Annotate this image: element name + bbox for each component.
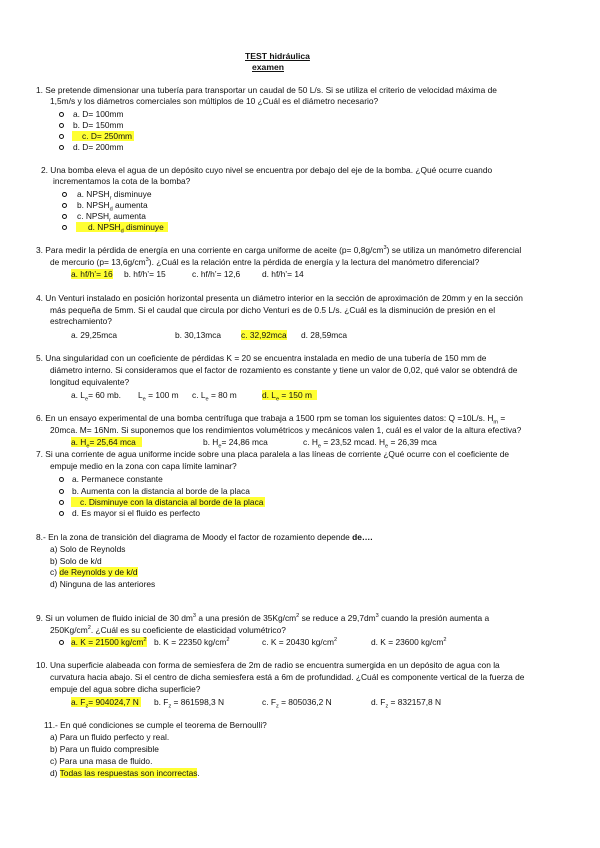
- option-2c-rest: aumenta: [111, 211, 146, 221]
- option-10d-text: d. F: [371, 697, 386, 707]
- question-3-line-2: [50, 257, 479, 267]
- question-2: 2. Una bomba eleva el agua de un depósito cuyo nivel se encuentra por debajo del eje de la bomba. ¿Qué ocurre cuando: [41, 165, 493, 175]
- bullet-icon: [59, 123, 64, 128]
- option-10c-rest: = 805036,2 N: [278, 697, 332, 707]
- option-2b-sub: d: [109, 206, 113, 213]
- option-6c-6d[interactable]: [303, 437, 437, 450]
- option-6c-text: c. H: [303, 437, 318, 447]
- option-11c[interactable]: c) Para una masa de fluido.: [50, 756, 153, 766]
- option-9d[interactable]: [371, 637, 447, 647]
- option-9d-sup: 2: [443, 637, 447, 644]
- option-1c-highlighted[interactable]: c. D= 250mm: [72, 131, 134, 141]
- option-2d-text: d. NPSH: [88, 222, 121, 232]
- question-3-text-a: 3. Para medir la pérdida de energía en una corriente en carga uniforme de aceite (p= 0,8g/cm: [36, 245, 384, 255]
- question-6: [36, 413, 506, 426]
- bullet-icon: [59, 511, 64, 516]
- option-2a[interactable]: [77, 189, 152, 202]
- option-2c-sub: r: [109, 217, 111, 224]
- option-2d-rest: disminuye: [123, 222, 164, 232]
- question-9-sup-2: 2: [296, 613, 300, 620]
- option-6b-rest: = 24,86 mca: [221, 437, 268, 447]
- option-5c-sub: e: [205, 396, 209, 403]
- option-6a-highlighted[interactable]: [71, 437, 142, 450]
- option-11d-highlighted: Todas las respuestas son incorrectas: [59, 768, 198, 778]
- question-10: 10. Una superficie alabeada con forma de semiesfera de 2m de radio se encuentra sumergida en un depósito de agua con la: [36, 660, 500, 670]
- option-5b-rest: = 100 m: [145, 390, 179, 400]
- option-10c-text: c. F: [262, 697, 276, 707]
- question-3-sup: 3: [383, 245, 387, 252]
- question-7-line-2: empuje medio en la zona con capa límite laminar?: [50, 461, 237, 471]
- option-6b-sub: e: [218, 443, 222, 450]
- option-2b-rest: aumenta: [112, 200, 148, 210]
- option-6a-sub: e: [86, 443, 90, 450]
- bullet-icon: [59, 489, 64, 494]
- question-7: 7. Si una corriente de agua uniforme incide sobre una placa paralela a las líneas de corriente ¿Qué ocurre con el coeficiente de: [36, 449, 510, 459]
- question-3-l2-sup: 3: [145, 257, 149, 264]
- option-2c-text: c. NPSH: [77, 211, 110, 221]
- option-9c[interactable]: [262, 637, 337, 647]
- question-9-l2-text-a: 250Kg/cm: [50, 625, 88, 635]
- bullet-icon: [62, 203, 67, 208]
- option-9c-sup: 2: [333, 637, 338, 644]
- option-5c-rest: = 80 m: [208, 390, 237, 400]
- option-5d-sub: e: [275, 396, 280, 403]
- question-8-text-bold: de….: [352, 532, 373, 542]
- question-4: 4. Un Venturi instalado en posición horizontal presenta un diámetro interior en la sección de aproximación de 20mm y en la sección: [36, 293, 523, 303]
- question-9-text-c: se reduce a 29,7dm: [299, 613, 376, 623]
- option-9c-text: c. K = 20430 kg/cm: [262, 637, 334, 647]
- option-5c-text: c. L: [192, 390, 206, 400]
- question-1-line-2: 1,5m/s y los diámetros comerciales son múltiplos de 10 ¿Cuál es el diámetro necesario?: [50, 96, 379, 106]
- option-6a-rest: = 25,64 mca: [89, 437, 136, 447]
- option-5a[interactable]: [71, 390, 121, 403]
- option-8a[interactable]: a) Solo de Reynolds: [50, 544, 126, 554]
- option-5a-rest: = 60 mb.: [88, 390, 121, 400]
- option-2a-rest: disminuye: [111, 189, 152, 199]
- option-2b-text: b. NPSH: [77, 200, 110, 210]
- option-7d[interactable]: d. Es mayor si el fluido es perfecto: [72, 508, 201, 518]
- option-4a[interactable]: a. 29,25mca: [71, 330, 118, 340]
- question-10-line-2: curvatura hacia abajo. Si el centro de dicha semiesfera está a 6m de profundidad. ¿Cuál es componente vertical de la fuerza de: [50, 672, 525, 682]
- option-11a[interactable]: a) Para un fluido perfecto y real.: [50, 732, 170, 742]
- bullet-icon: [59, 112, 64, 117]
- bullet-icon: [59, 145, 64, 150]
- option-4c-highlighted[interactable]: c. 32,92mca: [241, 330, 287, 340]
- option-7a[interactable]: a. Permanece constante: [72, 474, 163, 484]
- option-2b[interactable]: [77, 200, 148, 213]
- option-10a-text: a. F: [71, 697, 86, 707]
- bullet-icon: [62, 225, 67, 230]
- option-9b-text: b. K = 22350 kg/cm: [154, 637, 227, 647]
- question-6-text-a: 6. En un ensayo experimental de una bomba centrífuga que trabaja a 1500 rpm se toman los siguientes datos: Q =10L/s. H: [36, 413, 494, 423]
- bullet-icon: [59, 500, 64, 505]
- question-9-text-b: a una presión de 35Kg/cm: [196, 613, 297, 623]
- question-9-text-d: cuando la presión aumenta a: [378, 613, 490, 623]
- option-10a-rest: = 904024,7 N: [88, 697, 139, 707]
- option-5d-highlighted[interactable]: [262, 390, 317, 403]
- option-5d-rest: = 150 m: [279, 390, 312, 400]
- option-10d-rest: = 832157,8 N: [388, 697, 442, 707]
- option-10a-highlighted[interactable]: [71, 697, 141, 710]
- option-1d[interactable]: d. D= 200mm: [73, 142, 124, 152]
- option-1b[interactable]: b. D= 150mm: [73, 120, 124, 130]
- question-6-line-2: 20mca. M= 16Nm. Si suponemos que los rendimientos volumétricos y mecánicos valen 1, cuál es el valor de la altura efectiva?: [50, 425, 522, 435]
- question-5-line-3: longitud equivalente?: [50, 377, 130, 387]
- page-title: TEST hidráulica: [245, 51, 310, 61]
- option-3a-highlighted[interactable]: a. hf/h’= 16: [71, 269, 113, 279]
- option-10b-sub: z: [168, 703, 172, 710]
- option-9d-text: d. K = 23600 kg/cm: [371, 637, 444, 647]
- question-9: [36, 613, 489, 623]
- option-10d[interactable]: [371, 697, 442, 710]
- option-2d-highlighted[interactable]: [76, 222, 168, 235]
- question-9-sup-1: 3: [192, 613, 197, 620]
- option-2a-sub: r: [109, 195, 112, 202]
- option-5b-sub: e: [142, 396, 146, 403]
- option-6b-text: b. H: [203, 437, 219, 447]
- bullet-icon: [59, 134, 64, 139]
- question-8-text: 8.- En la zona de transición del diagrama de Moody el factor de rozamiento depende: [36, 532, 353, 542]
- option-5d-text: d. L: [262, 390, 276, 400]
- option-8c-prefix: c): [50, 567, 60, 577]
- option-6d-sub: e: [385, 443, 389, 450]
- option-11b[interactable]: b) Para un fluido compresible: [50, 744, 159, 754]
- option-9a-sup: 2: [143, 637, 147, 644]
- question-9-line-2: [50, 625, 286, 635]
- option-6a-text: a. H: [71, 437, 87, 447]
- option-5a-text: a. L: [71, 390, 85, 400]
- bullet-icon: [59, 640, 64, 645]
- option-8d[interactable]: d) Ninguna de las anteriores: [50, 579, 156, 589]
- option-4d[interactable]: d. 28,59mca: [301, 330, 348, 340]
- option-11d[interactable]: [50, 768, 200, 778]
- option-8b[interactable]: b) Solo de k/d: [50, 556, 102, 566]
- question-9-l2-sup: 2: [87, 625, 91, 632]
- option-10c[interactable]: [262, 697, 332, 710]
- option-2c[interactable]: [77, 211, 146, 224]
- option-9a-text: a. K = 21500 kg/cm: [71, 637, 144, 647]
- question-5: 5. Una singularidad con un coeficiente de pérdidas K = 20 se encuentra instalada en medio de una tubería de 150 mm de: [36, 353, 487, 363]
- option-10b-rest: = 861598,3 N: [171, 697, 225, 707]
- option-6d-rest: = 26,39 mca: [388, 437, 437, 447]
- question-9-sup-3: 3: [375, 613, 379, 620]
- option-5c[interactable]: [192, 390, 237, 403]
- option-7b[interactable]: b. Aumenta con la distancia al borde de la placa: [72, 486, 250, 496]
- option-6c-sub: e: [317, 443, 322, 450]
- option-9b-sup: 2: [226, 637, 230, 644]
- question-3-l2-text-a: de mercurio (p= 13,6g/cm: [50, 257, 146, 267]
- option-3b[interactable]: b. hf/h’= 15: [124, 269, 166, 279]
- option-3d[interactable]: d. hf/h’= 14: [262, 269, 304, 279]
- option-10b[interactable]: [154, 697, 225, 710]
- question-3: [36, 245, 521, 255]
- question-9-l2-text-b: . ¿Cuál es su coeficiente de elasticidad volumétrico?: [90, 625, 286, 635]
- option-10b-text: b. F: [154, 697, 169, 707]
- option-7c-highlighted[interactable]: c. Disminuye con la distancia al borde de la placa: [71, 497, 265, 507]
- question-5-line-2: diámetro interno. Si consideramos que el factor de rozamiento es constante y tiene un valor de 0,02, qué valor se obtendrá de: [50, 365, 518, 375]
- question-11: 11.- En qué condiciones se cumple el teorema de Bernoulli?: [44, 720, 267, 730]
- option-10a-sub: z: [85, 703, 89, 710]
- option-10d-sub: z: [385, 703, 389, 710]
- question-9-text-a: 9. Si un volumen de fluido inicial de 30 dm: [36, 613, 193, 623]
- option-10c-sub: z: [275, 703, 279, 710]
- bullet-icon: [62, 214, 67, 219]
- option-5b[interactable]: [138, 390, 179, 403]
- option-9a-highlighted[interactable]: [71, 637, 147, 647]
- question-4-line-2: más pequeña de 5mm. Si el caudal que circula por dicho Venturi es de 0.5 L/s. ¿Cuál es la disminución de presión en el: [50, 305, 496, 315]
- question-10-line-3: empuje del agua sobre dicha superficie?: [50, 684, 201, 694]
- option-1a[interactable]: a. D= 100mm: [73, 109, 124, 119]
- question-3-l2-text-b: ). ¿Cuál es la relación entre la pérdida de energía y la lectura del manómetro diferencial?: [148, 257, 480, 267]
- page-subtitle: examen: [252, 62, 285, 72]
- option-6c-rest: = 23,52 mcad. H: [321, 437, 386, 447]
- question-3-text-b: ) se utiliza un manómetro diferencial: [386, 245, 522, 255]
- option-11d-suffix: .: [197, 768, 200, 778]
- option-2d-sub: d: [120, 228, 124, 235]
- question-4-line-3: estrechamiento?: [50, 316, 112, 326]
- question-2-line-2: incrementamos la cota de la bomba?: [53, 176, 191, 186]
- option-5b-text: L: [138, 390, 143, 400]
- bullet-icon: [59, 477, 64, 482]
- question-8: [36, 532, 373, 542]
- question-1: 1. Se pretende dimensionar una tubería para transportar un caudal de 50 L/s. Si se utiliza el criterio de velocidad máxima de: [36, 85, 497, 95]
- option-5a-sub: e: [84, 396, 89, 403]
- option-3c[interactable]: c. hf/h’= 12,6: [192, 269, 241, 279]
- bullet-icon: [62, 192, 67, 197]
- option-6b[interactable]: [203, 437, 268, 450]
- option-2a-text: a. NPSH: [77, 189, 110, 199]
- option-11d-prefix: d): [50, 768, 60, 778]
- option-8c[interactable]: [50, 567, 138, 577]
- option-8c-highlighted: de Reynolds y de k/d: [59, 567, 138, 577]
- question-6-sub: m: [493, 419, 499, 426]
- option-9b[interactable]: [154, 637, 230, 647]
- option-4b[interactable]: b. 30,13mca: [175, 330, 222, 340]
- question-6-text-b: =: [498, 413, 506, 423]
